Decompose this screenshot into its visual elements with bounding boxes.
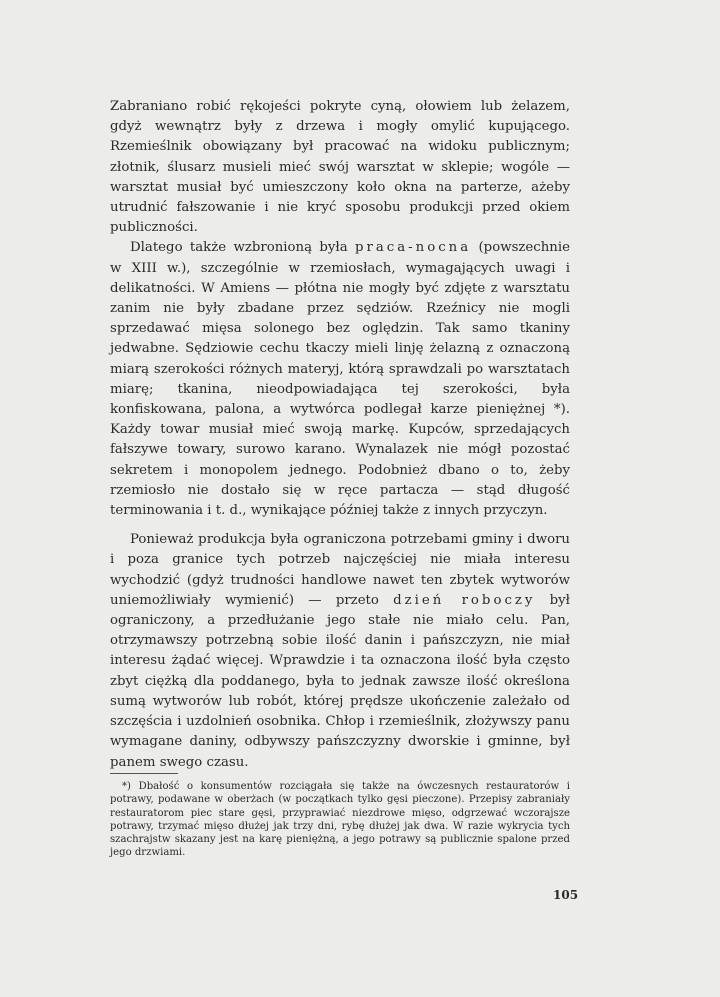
- body-text: [110, 97, 570, 773]
- paragraph-3: [110, 530, 570, 772]
- paragraph-1-text: Zabraniano robić rękojeści pokryte cyną, ołowiem lub żelazem, gdyż wewnątrz były z drzewa i mogły omylić kupującego. Rzemieślnik obowiązany był pracować na widoku publicznym; złotnik, ślusarz musieli mieć swój warsztat w sklepie; wogóle — warsztat musiał być umieszczony koło okna na parterze, ażeby utrudnić fałszowanie i nie kryć sposobu produkcji przed okiem publiczności.: [110, 99, 570, 236]
- paragraph-1: [110, 97, 570, 238]
- page-number: 105: [553, 888, 579, 902]
- paragraph-2: [110, 238, 570, 521]
- paragraph-3-before: Ponieważ produkcja była ograniczona potrzebami gminy i dworu i poza granice tych potrzeb najczęściej nie miała interesu wychodzić (gdyż trudności handlowe nawet ten zbytek wytworów uniemożliwiały wymienić) — przeto: [110, 532, 570, 608]
- paragraph-2-spaced-emphasis: praca-nocna: [354, 240, 472, 256]
- paragraph-3-spaced-emphasis: dzień roboczy: [393, 592, 536, 608]
- footnote-rule: [110, 773, 178, 774]
- paragraph-2-after: (powszechnie w XIII w.), szczególnie w rzemiosłach, wymagających uwagi i delikatności. W Amiens — płótna nie mogły być zdjęte z warsztatu zanim nie były zbadane przez sędziów. Rzeźnicy nie mogli sprzedawać mięsa solonego bez oględzin. Tak samo tkaniny jedwabne. Sędziowie cechu tkaczy mieli linję żelazną z oznaczoną miarą szerokości różnych materyj, którą sprawdzali po warsztatach miarę; tkanina, nieodpowiadająca tej szerokości, była konfiskowana, palona, a wytwórca podlegał karze pieniężnej *). Każdy towar musiał mieć swoją markę. Kupców, sprzedających fałszywe towary, surowo karano. Wynalazek nie mógł pozostać sekretem i monopolem jednego. Podobnież dbano o to, żeby rzemiosło nie dostało się w ręce partacza — stąd długość terminowania i t. d., wynikające później także z innych przyczyn.: [110, 240, 570, 519]
- paragraph-2-before: Dlatego także wzbronioną była: [130, 240, 355, 256]
- paragraph-3-after: był ograniczony, a przedłużanie jego stałe nie miało celu. Pan, otrzymawszy potrzebną sobie ilość danin i pańszczyzn, nie miał interesu żądać więcej. Wprawdzie i ta oznaczona ilość była często zbyt ciężką dla poddanego, była to jednak zawsze ilość określona sumą wytworów lub robót, której prędsze ukończenie zależało od szczęścia i uzdolnień osobnika. Chłop i rzemieślnik, złożywszy panu wymagane daniny, odbywszy pańszczyzny dworskie i gminne, był panem swego czasu.: [110, 592, 570, 770]
- footnote: *) Dbałość o konsumentów rozciągała się także na ówczesnych restauratorów i potrawy, podawane w oberżach (w początkach tylko gęsi pieczone). Przepisy zabraniały restauratorom piec stare gęsi, przyprawiać niezdrowe mięso, odgrzewać wczorajsze potrawy, trzymać mięso dłużej jak trzy dni, rybę dłużej jak dwa. W razie wykrycia tych szachrajstw skazany jest na karę pieniężną, a jego potrawy są publicznie spalone przed jego drzwiami.: [110, 781, 570, 859]
